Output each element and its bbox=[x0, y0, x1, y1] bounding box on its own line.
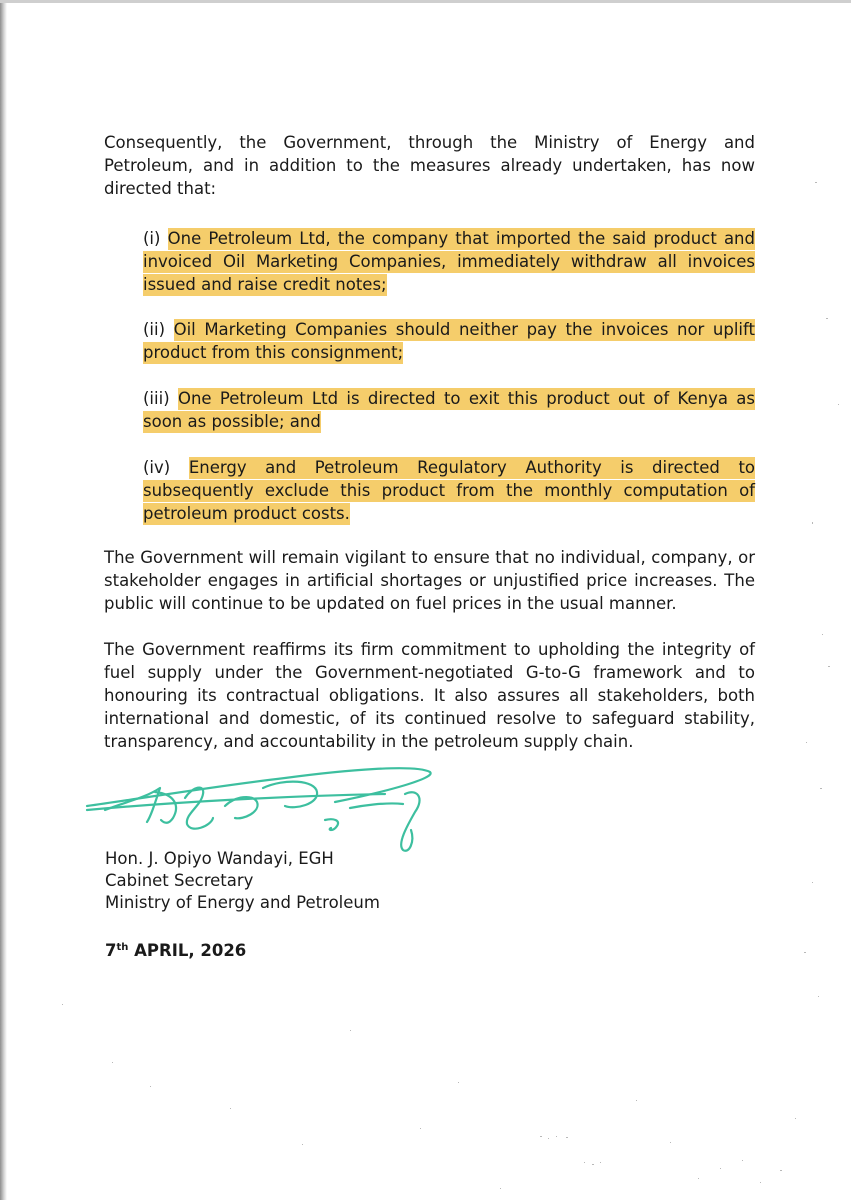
commitment-paragraph: The Government reaffirms its firm commitment to upholding the integrity of fuel supply under the Government-negotiated G-to-G framework and to honouring its contractual obligations. It also assures all stakeholders, both international and domestic, of its continued resolve to safeguard stability, transparency, and accountability in the petroleum supply chain. bbox=[104, 640, 755, 751]
directive-text-highlighted: One Petroleum Ltd is directed to exit this product out of Kenya as soon as possible; and bbox=[143, 389, 756, 431]
directive-text-highlighted: Oil Marketing Companies should neither pay the invoices nor uplift product from this consignment; bbox=[143, 320, 755, 362]
directive-number: (iii) bbox=[143, 389, 170, 408]
directive-text-highlighted: Energy and Petroleum Regulatory Authority is directed to subsequently exclude this product from the monthly computation of petroleum product costs. bbox=[143, 458, 756, 523]
directive-text-highlighted: One Petroleum Ltd, the company that imported the said product and invoiced Oil Marketing Companies, immediately withdraw all invoices issued and raise credit notes; bbox=[143, 229, 755, 294]
directive-number: (i) bbox=[143, 229, 161, 248]
vigilance-paragraph: The Government will remain vigilant to ensure that no individual, company, or stakeholder engages in artificial shortages or unjustified price increases. The public will continue to be updated on fuel prices in the usual manner. bbox=[104, 548, 755, 613]
directive-number: (iv) bbox=[143, 458, 171, 477]
signatory-ministry: Ministry of Energy and Petroleum bbox=[105, 893, 380, 912]
date-day: 7 bbox=[105, 941, 117, 960]
signatory-title: Cabinet Secretary bbox=[105, 871, 254, 890]
date-day-suffix: th bbox=[116, 942, 129, 953]
directive-number: (ii) bbox=[143, 320, 166, 339]
date-month-year: APRIL, 2026 bbox=[128, 941, 247, 960]
intro-paragraph: Consequently, the Government, through the Ministry of Energy and Petroleum, and in addition to the measures already undertaken, has now directed that: bbox=[104, 133, 755, 198]
signatory-name: Hon. J. Opiyo Wandayi, EGH bbox=[105, 849, 334, 868]
